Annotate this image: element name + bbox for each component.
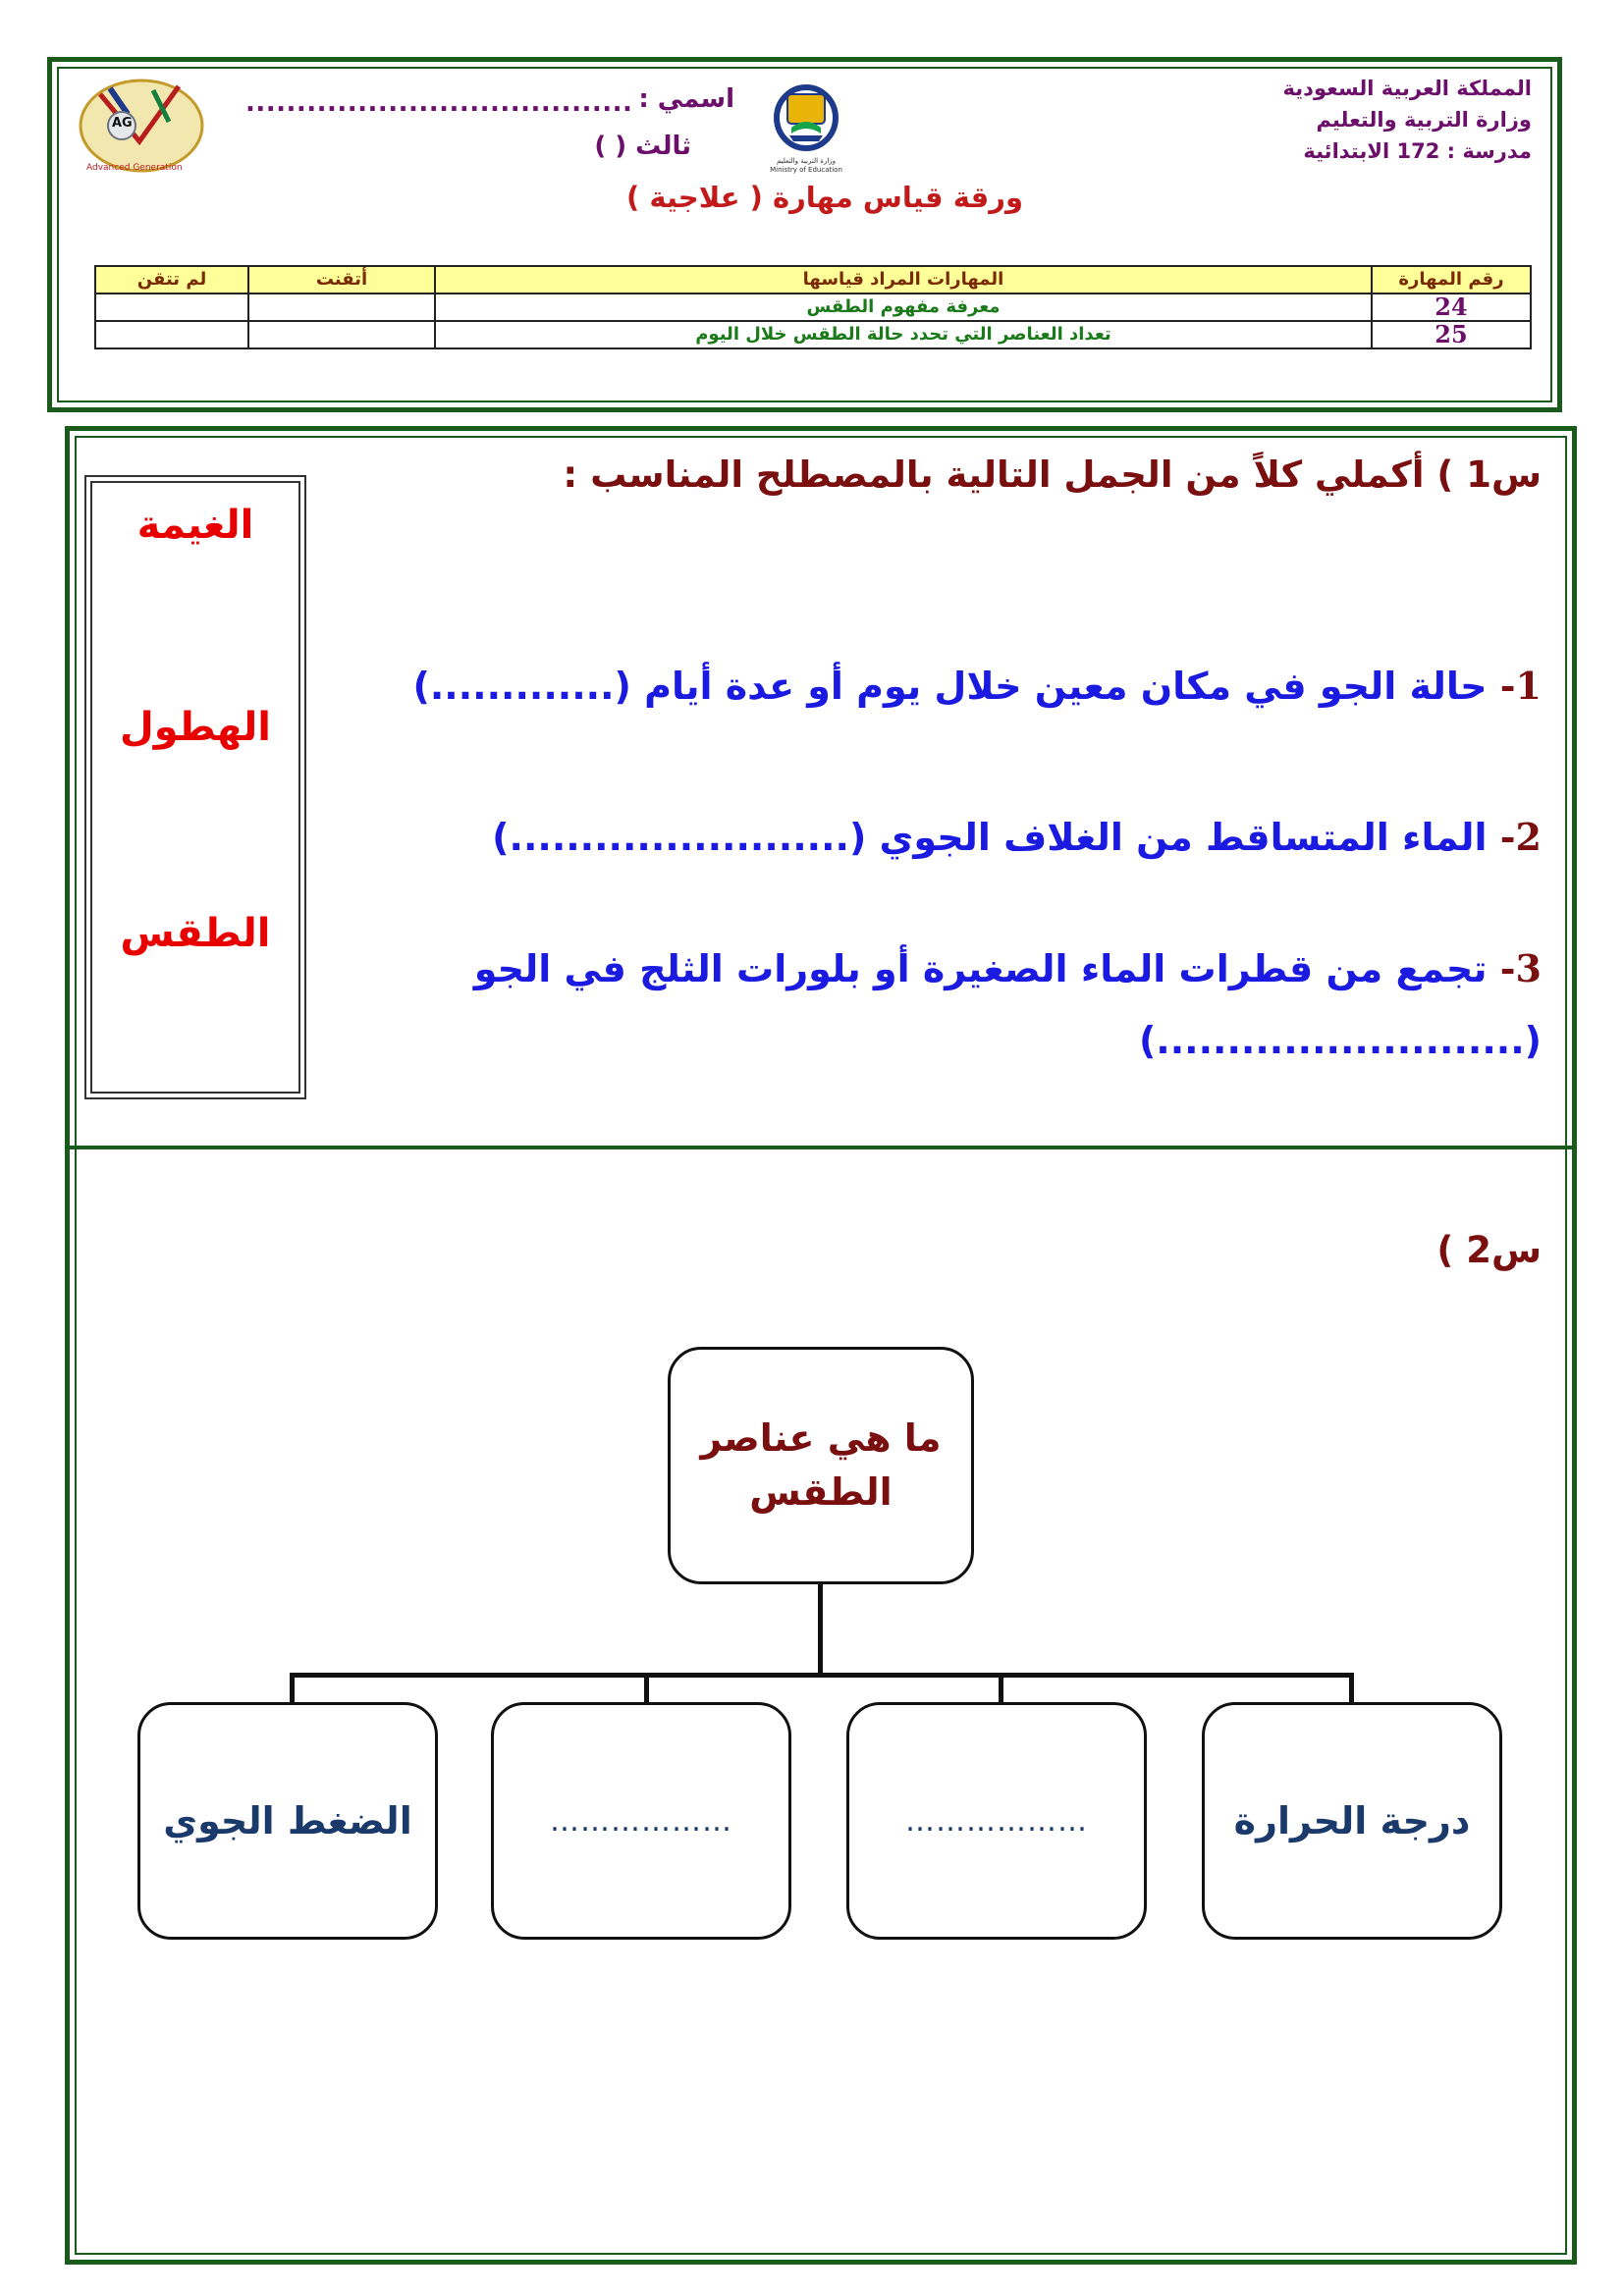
connector-drop: [290, 1673, 295, 1702]
connector-drop: [999, 1673, 1003, 1702]
mastered-cell[interactable]: [248, 294, 435, 321]
connector-vertical: [818, 1584, 823, 1675]
diagram-leaf-blank[interactable]: ………………: [846, 1702, 1147, 1940]
word-bank-item: الغيمة: [136, 503, 254, 548]
table-row: [95, 321, 1531, 348]
connector-horizontal: [290, 1673, 1354, 1678]
ag-logo: [71, 65, 208, 179]
question2-title: س2 ): [1436, 1229, 1542, 1271]
item-number: 3-: [1499, 946, 1542, 990]
school-name: مدرسة : 172 الابتدائية: [1303, 139, 1532, 163]
question1-item-3-blank[interactable]: (..........................): [1138, 1019, 1542, 1062]
not-mastered-cell[interactable]: [95, 294, 248, 321]
diagram-leaf-blank[interactable]: ………………: [491, 1702, 791, 1940]
ag-logo-caption: Advanced Generation: [86, 163, 183, 173]
grade-label: ثالث ( ): [594, 132, 691, 161]
skill-number: 24: [1372, 294, 1531, 321]
skill-text: معرفة مفهوم الطقس: [435, 294, 1372, 321]
question1-item-1: [412, 664, 1542, 708]
country-name: المملكة العربية السعودية: [1282, 77, 1532, 100]
question1-title: س1 ) أكملي كلاً من الجمل التالية بالمصطلح المناسب :: [563, 454, 1542, 496]
name-label: اسمي :: [638, 84, 734, 114]
skills-table-header: [95, 266, 1531, 294]
connector-drop: [644, 1673, 649, 1702]
item-text: الماء المتساقط من الغلاف الجوي (........................): [492, 816, 1488, 859]
header-skill-number: رقم المهارة: [1372, 266, 1531, 294]
skills-table: [94, 265, 1532, 349]
diagram-leaf-air-pressure: الضغط الجوي: [137, 1702, 438, 1940]
ministry-emblem-icon: [762, 84, 850, 153]
skill-text: تعداد العناصر التي تحدد حالة الطقس خلال اليوم: [435, 321, 1372, 348]
word-bank: [84, 475, 306, 1099]
section-divider: [65, 1146, 1577, 1149]
item-text: حالة الجو في مكان معين خلال يوم أو عدة أيام (.............): [412, 665, 1488, 708]
mastered-cell[interactable]: [248, 321, 435, 348]
word-bank-item: الطقس: [120, 911, 271, 956]
question1-item-3: [474, 946, 1542, 990]
item-text: تجمع من قطرات الماء الصغيرة أو بلورات الثلج في الجو: [473, 947, 1488, 990]
diagram-leaf-temperature: درجة الحرارة: [1202, 1702, 1502, 1940]
ag-logo-text: AG: [112, 116, 133, 131]
header-not-mastered: لم تتقن: [95, 266, 248, 294]
ministry-logo-caption: وزارة التربية والتعليم: [776, 157, 837, 165]
question1-item-2: [492, 815, 1542, 859]
word-bank-item: الهطول: [120, 705, 271, 750]
diagram-root-node: ما هي عناصر الطقس: [668, 1347, 974, 1584]
name-dots: ......................................: [245, 88, 633, 118]
ministry-logo-caption-en: Ministry of Education: [770, 166, 842, 174]
item-number: 2-: [1499, 815, 1542, 859]
skill-number: 25: [1372, 321, 1531, 348]
table-row: [95, 294, 1531, 321]
ag-logo-icon: [71, 65, 208, 179]
header-skill-name: المهارات المراد قياسها: [435, 266, 1372, 294]
ministry-logo: [762, 84, 850, 175]
not-mastered-cell[interactable]: [95, 321, 248, 348]
ministry-name: وزارة التربية والتعليم: [1316, 108, 1532, 132]
connector-drop: [1349, 1673, 1354, 1702]
header-mastered: أتقنت: [248, 266, 435, 294]
page-subtitle: ورقة قياس مهارة ( علاجية ): [626, 181, 1023, 214]
item-number: 1-: [1499, 664, 1542, 708]
